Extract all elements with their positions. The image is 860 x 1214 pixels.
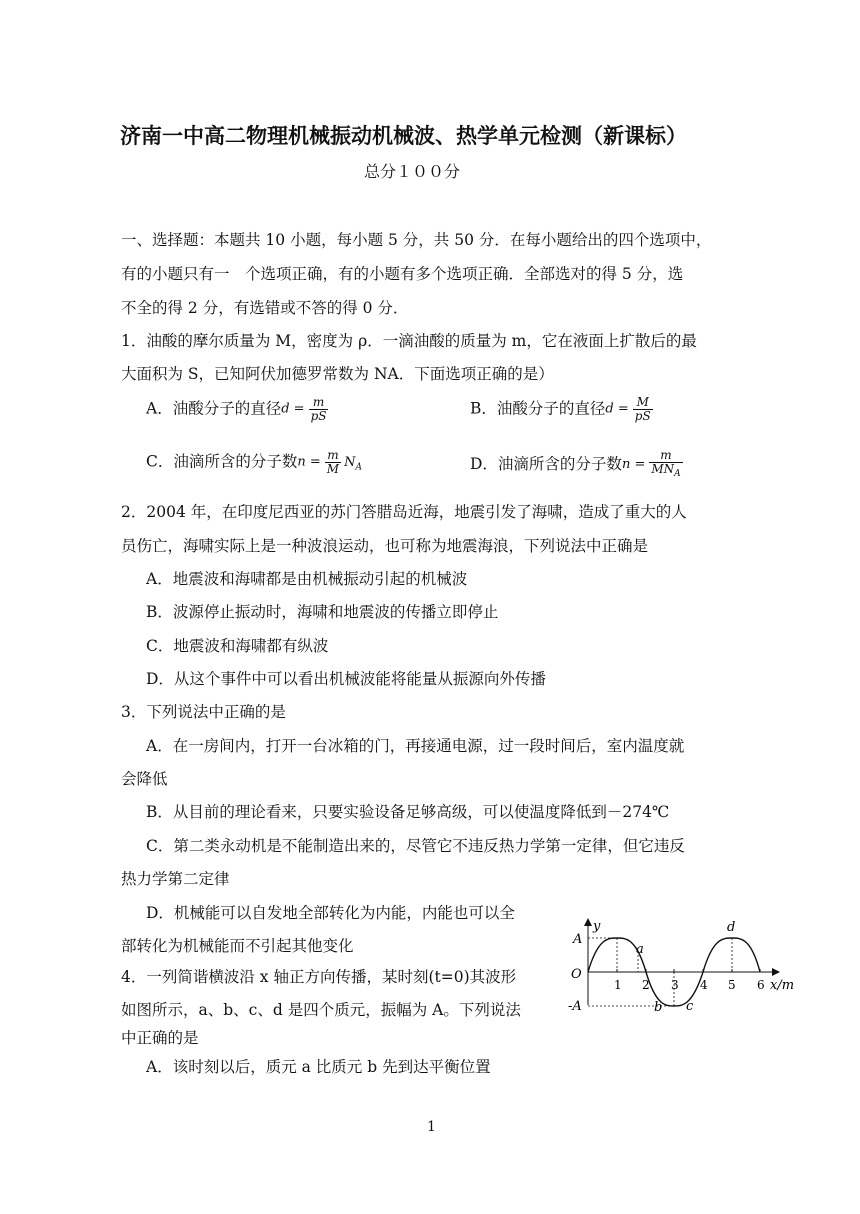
tick-label-6: 6	[757, 978, 765, 992]
point-label-a: a	[636, 942, 644, 957]
section-instructions-line3: 不全的得 2 分，有选错或不答的得 0 分．	[121, 299, 409, 317]
q3-stem: 3．下列说法中正确的是	[121, 703, 286, 721]
q1-option-b-num: M	[633, 396, 653, 410]
q1-option-b-label: B．油酸分子的直径	[470, 399, 606, 418]
page-number: 1	[427, 1119, 436, 1135]
q1-option-d-den-sub: A	[674, 469, 681, 479]
q1-option-b-lhs: d =	[605, 401, 629, 417]
q1-option-a	[146, 396, 328, 423]
section-instructions-line2: 有的小题只有一 个选项正确，有的小题有多个选项正确．全部选对的得 5 分，选	[121, 265, 684, 283]
amplitude-label-pos: A	[573, 932, 583, 947]
q3-option-d-line2: 部转化为机械能而不引起其他变化	[121, 937, 354, 955]
page-subtitle: 总分１００分	[364, 162, 461, 181]
q1-option-a-label: A．油酸分子的直径	[146, 399, 282, 418]
q4-stem-line1: 4．一列简谐横波沿 x 轴正方向传播，某时刻(t=0)其波形	[121, 968, 517, 986]
q1-option-c	[146, 449, 362, 478]
q1-option-b	[470, 396, 653, 423]
q1-option-d-label: D．油滴所含的分子数	[470, 455, 622, 473]
q1-option-d-den	[649, 463, 682, 481]
q2-stem-line2: 员伤亡，海啸实际上是一种波浪运动，也可称为地震海浪，下列说法中正确是	[121, 537, 649, 555]
q1-option-c-tail-sub: A	[355, 462, 362, 473]
point-label-d: d	[727, 920, 736, 935]
q3-option-c-line2: 热力学第二定律	[121, 870, 230, 888]
section-instructions-line1: 一、选择题：本题共 10 小题，每小题 5 分，共 50 分．在每小题给出的四个选项中，	[121, 231, 712, 249]
q1-option-d-fraction	[649, 449, 682, 481]
q1-option-a-den: pS	[310, 409, 327, 423]
tick-label-2: 2	[642, 978, 650, 992]
q1-option-c-tail: N	[344, 454, 356, 470]
q1-option-c-den: M	[326, 462, 340, 476]
q1-option-b-fraction	[633, 396, 653, 423]
q1-option-d-num: m	[649, 449, 682, 463]
q3-option-d-line1: D．机械能可以自发地全部转化为内能，内能也可以全	[146, 904, 515, 922]
q1-option-a-num: m	[309, 396, 329, 410]
q4-stem-line2: 如图所示，a、b、c、d 是四个质元，振幅为 A。下列说法	[121, 1001, 521, 1019]
q1-option-c-fraction	[325, 449, 341, 476]
q4-stem-line3: 中正确的是	[121, 1029, 199, 1047]
q1-option-c-label: C．油滴所含的分子数	[146, 452, 298, 471]
tick-label-3: 3	[671, 978, 679, 992]
q3-option-c-line1: C．第二类永动机是不能制造出来的，尽管它不违反热力学第一定律，但它违反	[146, 837, 685, 855]
q3-option-a-line2: 会降低	[121, 770, 168, 788]
q2-option-a: A．地震波和海啸都是由机械振动引起的机械波	[146, 570, 468, 588]
q2-stem-line1: 2．2004 年，在印度尼西亚的苏门答腊岛近海，地震引发了海啸，造成了重大的人	[121, 503, 687, 521]
tick-label-4: 4	[700, 978, 708, 992]
q4-option-a: A．该时刻以后，质元 a 比质元 b 先到达平衡位置	[146, 1058, 491, 1076]
q1-stem-line1: 1．油酸的摩尔质量为 M，密度为 ρ．一滴油酸的质量为 m，它在液面上扩散后的最	[121, 332, 697, 350]
q1-option-d-lhs: n =	[621, 457, 646, 472]
tick-label-1: 1	[614, 978, 622, 992]
origin-label: O	[571, 967, 582, 982]
amplitude-label-neg: -A	[568, 999, 582, 1014]
q1-option-d-den-main: MN	[651, 462, 675, 476]
q1-option-c-num: m	[325, 449, 341, 463]
page-title: 济南一中高二物理机械振动机械波、热学单元检测（新课标）	[120, 124, 687, 148]
q1-option-d	[470, 449, 683, 481]
q1-option-b-den: pS	[634, 409, 651, 423]
y-axis-label: y	[593, 919, 601, 934]
tick-label-5: 5	[728, 978, 736, 992]
point-label-b: b	[654, 1000, 663, 1015]
q1-option-c-lhs: n =	[297, 454, 321, 470]
q2-option-b: B．波源停止振动时，海啸和地震波的传播立即停止	[146, 603, 499, 621]
q1-stem-line2: 大面积为 S，已知阿伏加德罗常数为 NA．下面选项正确的是）	[121, 365, 554, 383]
q3-option-a-line1: A．在一房间内，打开一台冰箱的门，再接通电源，过一段时间后，室内温度就	[146, 737, 685, 755]
x-axis-label: x/m	[770, 978, 795, 993]
point-label-c: c	[686, 999, 694, 1014]
q3-option-b: B．从目前的理论看来，只要实验设备足够高级，可以使温度降低到－274℃	[146, 803, 670, 821]
q2-option-d: D．从这个事件中可以看出机械波能将能量从振源向外传播	[146, 670, 546, 688]
q1-option-a-lhs: d =	[281, 401, 305, 417]
wave-figure	[568, 910, 798, 1015]
q2-option-c: C．地震波和海啸都有纵波	[146, 637, 329, 655]
q1-option-a-fraction	[309, 396, 329, 423]
